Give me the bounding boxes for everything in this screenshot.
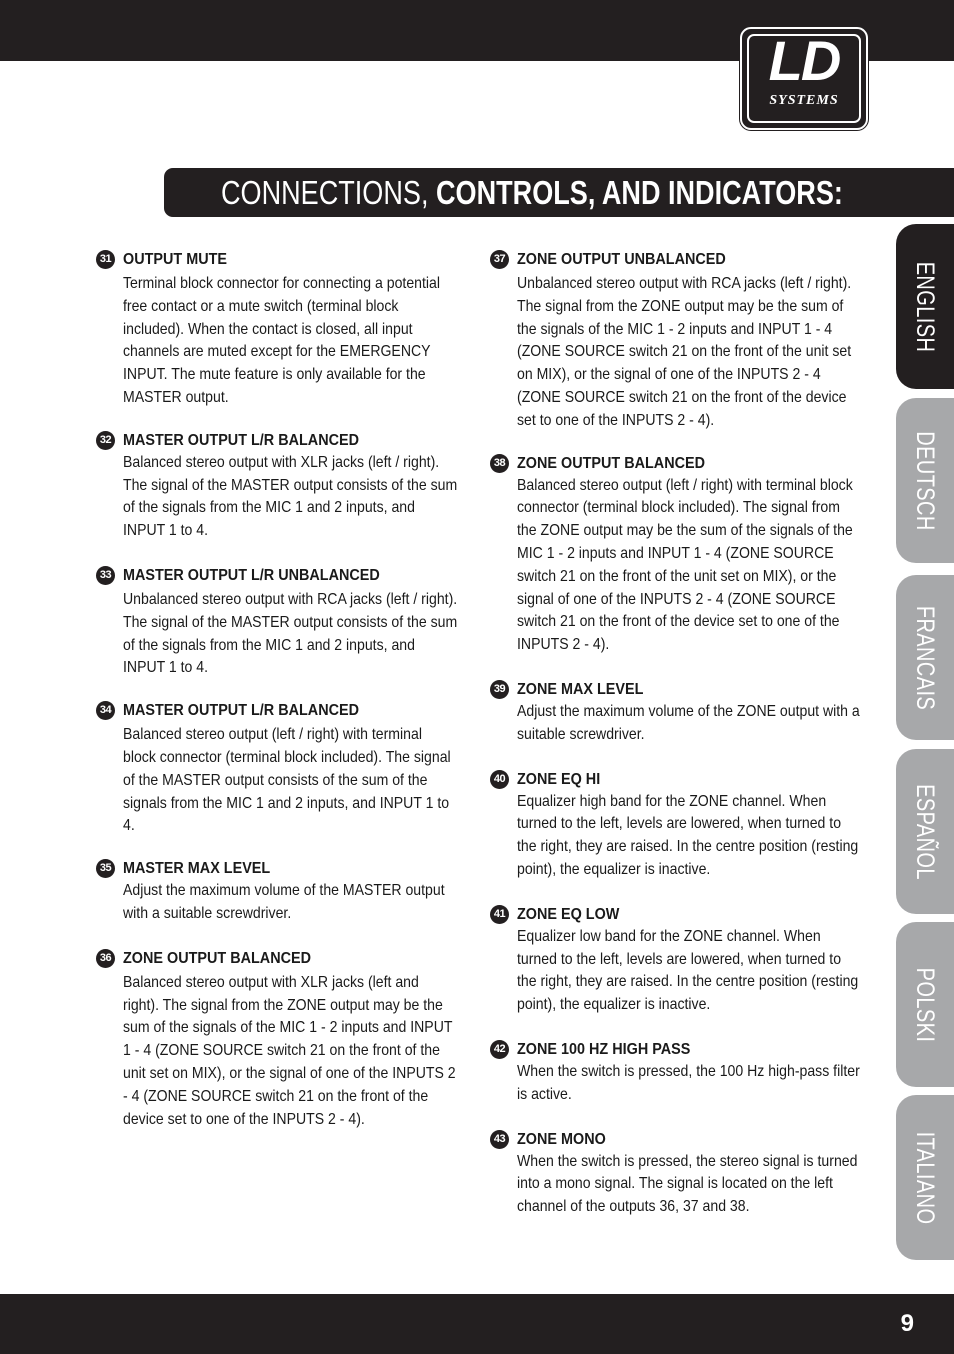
section-title-bar	[164, 168, 954, 217]
right-column	[490, 249, 858, 1219]
logo-sub-text: SYSTEMS	[769, 93, 839, 108]
item-41	[490, 904, 858, 1017]
item-description: Balanced stereo output (left / right) with terminal block connector (terminal block included). The signal from the ZONE output may be the sum of the signals of the MIC 1 - 2 inputs and INPUT 1 - 4 (ZONE SOURCE switch 21 on the front of the unit set on MIX), or the signal of one of the INPUTS 2 - 4 (ZONE SOURCE switch 21 on the front of the device set to one of the INPUTS 2 - 4).	[517, 476, 853, 654]
item-number-badge: 43	[490, 1130, 509, 1149]
tab-english[interactable]	[896, 224, 954, 389]
item-description: Balanced stereo output (left / right) with terminal block connector (terminal block included). The signal of the MASTER output consists of the sum of the signals from the MIC 1 and 2 inputs, and INPUT 1 to 4.	[123, 726, 451, 835]
left-column	[96, 249, 458, 1131]
section-title-bold: CONTROLS, AND INDICATORS:	[435, 174, 843, 211]
item-description: Adjust the maximum volume of the MASTER output with a suitable screwdriver.	[123, 882, 445, 922]
item-title: ZONE OUTPUT UNBALANCED	[517, 251, 726, 268]
item-description: Equalizer high band for the ZONE channel. When turned to the left, levels are lowered, when turned to the right, they are raised. In the centre position (resting point), the equalizer is inactive.	[517, 792, 859, 878]
item-description: Balanced stereo output with XLR jacks (left and right). The signal from the ZONE output may be the sum of the signals of the MIC 1 - 2 inputs and INPUT 1 - 4 (ZONE SOURCE switch 21 on the front of the unit set on MIX), or the signal of one of the INPUTS 2 - 4 (ZONE SOURCE switch 21 on the front of the device set to one of the INPUTS 2 - 4).	[123, 973, 456, 1128]
item-37	[490, 249, 858, 433]
logo-main-text: LD	[768, 29, 840, 92]
tab-label: ESPAÑOL	[911, 783, 939, 880]
tab-label: ENGLISH	[911, 261, 939, 352]
item-description: Terminal block connector for connecting a potential free contact or a mute switch (terminal block included). When the contact is closed, all input channels are muted except for the EMERGENCY INPUT. The mute feature is only available for the MASTER output.	[123, 275, 440, 406]
ld-systems-logo	[740, 27, 868, 130]
item-description: When the switch is pressed, the 100 Hz high-pass filter is active.	[517, 1062, 860, 1103]
item-title: MASTER MAX LEVEL	[123, 860, 271, 878]
item-description: Equalizer low band for the ZONE channel. When turned to the left, levels are lowered, when turned to the right, they are raised. In the centre position (resting point), the equalizer is inactive.	[517, 927, 859, 1014]
item-number-badge: 35	[96, 859, 115, 878]
item-number-badge: 33	[96, 566, 115, 585]
tab-label: POLSKI	[911, 967, 939, 1042]
item-39	[490, 679, 858, 747]
item-40	[490, 769, 858, 882]
item-title: ZONE MAX LEVEL	[517, 680, 644, 698]
tab-polski[interactable]	[896, 922, 954, 1087]
item-description: Unbalanced stereo output with RCA jacks (left / right). The signal of the MASTER output consists of the sum of the signals from the MIC 1 and 2 inputs, and INPUT 1 to 4.	[123, 590, 458, 677]
item-description: When the switch is pressed, the stereo signal is turned into a mono signal. The signal is located on the left channel of the outputs 36, 37 and 38.	[517, 1152, 858, 1216]
item-title: ZONE OUTPUT BALANCED	[123, 949, 312, 967]
item-34	[96, 700, 451, 838]
item-title: OUTPUT MUTE	[123, 251, 227, 268]
item-number-badge: 39	[490, 680, 509, 699]
item-title: MASTER OUTPUT L/R BALANCED	[123, 702, 359, 720]
item-title: ZONE MONO	[517, 1130, 606, 1148]
item-38	[490, 453, 858, 657]
section-title-light: CONNECTIONS,	[221, 174, 429, 211]
tab-deutsch[interactable]	[896, 398, 954, 563]
section-title	[221, 174, 843, 212]
item-description: Unbalanced stereo output with RCA jacks (left / right). The signal from the ZONE output may be the sum of the signals of the MIC 1 - 2 inputs and INPUT 1 - 4 (ZONE SOURCE switch 21 on the front of the unit set on MIX), or the signal of one of the INPUTS 2 - 4 (ZONE SOURCE switch 21 on the front of the device set to one of the INPUTS 2 - 4).	[517, 275, 852, 429]
item-description: Adjust the maximum volume of the ZONE output with a suitable screwdriver.	[517, 702, 860, 743]
item-32	[96, 430, 458, 543]
item-number-badge: 32	[96, 431, 115, 450]
item-title: MASTER OUTPUT L/R UNBALANCED	[123, 566, 380, 584]
item-number-badge: 37	[490, 250, 509, 269]
item-title: ZONE OUTPUT BALANCED	[517, 454, 706, 472]
tab-espanol[interactable]	[896, 749, 954, 914]
item-number-badge: 42	[490, 1040, 509, 1059]
item-33	[96, 565, 458, 680]
item-title: MASTER OUTPUT L/R BALANCED	[123, 431, 359, 449]
item-number-badge: 38	[490, 454, 509, 473]
item-35	[96, 858, 445, 926]
item-43	[490, 1129, 858, 1219]
bottom-bar	[0, 1294, 954, 1354]
item-number-badge: 34	[96, 701, 115, 720]
tab-label: FRANCAIS	[911, 605, 939, 710]
item-number-badge: 40	[490, 770, 509, 789]
item-title: ZONE EQ LOW	[517, 905, 620, 923]
item-title: ZONE 100 HZ HIGH PASS	[517, 1040, 691, 1058]
tab-label: DEUTSCH	[911, 430, 939, 531]
tab-label: ITALIANO	[911, 1131, 939, 1224]
item-title: ZONE EQ HI	[517, 770, 601, 788]
page-number: 9	[900, 1310, 914, 1337]
tab-italiano[interactable]	[896, 1095, 954, 1260]
tab-francais[interactable]	[896, 575, 954, 740]
item-number-badge: 41	[490, 905, 509, 924]
item-number-badge: 31	[96, 250, 115, 269]
item-36	[96, 948, 456, 1132]
item-number-badge: 36	[96, 949, 115, 968]
item-42	[490, 1039, 858, 1107]
item-31	[96, 249, 441, 410]
item-description: Balanced stereo output with XLR jacks (left / right). The signal of the MASTER output consists of the sum of the signals from the MIC 1 and 2 inputs, and INPUT 1 to 4.	[123, 453, 458, 540]
